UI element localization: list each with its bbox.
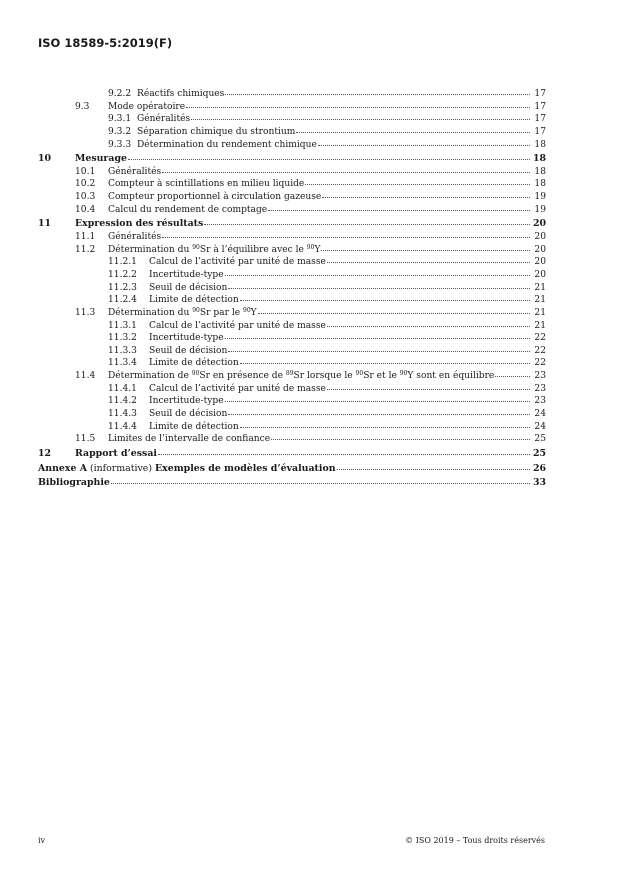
toc-entry-title: Rapport d’essai [75, 447, 157, 459]
toc-entry-title: Mesurage [75, 153, 127, 165]
dot-leader [258, 313, 530, 314]
toc-entry-page: 22 [534, 333, 546, 344]
toc-entry-title: Limite de détection [149, 358, 239, 369]
toc-entry[interactable] [38, 139, 546, 152]
dot-leader [322, 197, 530, 198]
toc-entry[interactable] [38, 166, 546, 179]
toc-entry[interactable] [38, 395, 546, 408]
toc-entry[interactable] [38, 370, 546, 383]
toc-entry-page: 25 [534, 434, 546, 445]
dot-leader [225, 94, 530, 95]
toc-entry-title: Calcul de l’activité par unité de masse [149, 320, 326, 331]
toc-entry-number: 9.3.1 [108, 114, 132, 125]
toc-entry[interactable] [38, 282, 546, 295]
toc-entry-title: Compteur à scintillations en milieu liquide [108, 179, 305, 190]
copyright-notice: © ISO 2019 – Tous droits réservés [405, 836, 545, 845]
toc-entry[interactable] [38, 88, 546, 101]
toc-entry[interactable] [38, 307, 546, 320]
toc-entry[interactable] [38, 101, 546, 114]
toc-entry-page: 20 [532, 218, 546, 230]
toc-entry[interactable] [38, 383, 546, 396]
annex-note: (informative) [89, 462, 153, 474]
toc-entry-chapter[interactable] [38, 218, 546, 231]
toc-entry-title: Détermination du $^{90}$Sr à l’équilibre avec le $^{90}$Y [108, 243, 321, 255]
toc-entry-title: Seuil de décision [149, 409, 228, 420]
toc-entry-number: 11.1 [75, 232, 96, 243]
toc-entry-number: 12 [38, 447, 52, 459]
toc-entry-annex[interactable] [38, 463, 546, 476]
toc-entry[interactable] [38, 178, 546, 191]
toc-entry-title: Incertitude-type [149, 269, 224, 280]
toc-entry-number: 11.2.4 [108, 295, 137, 306]
toc-entry-page: 21 [534, 320, 546, 331]
dot-leader [228, 288, 530, 289]
toc-entry-page: 17 [534, 126, 546, 137]
toc-entry[interactable] [38, 231, 546, 244]
dot-leader [318, 145, 530, 146]
toc-entry-title: Détermination du rendement chimique [137, 139, 317, 150]
toc-entry[interactable] [38, 244, 546, 257]
dot-leader [225, 338, 530, 339]
dot-leader [240, 427, 530, 428]
toc-entry-page: 25 [532, 447, 546, 459]
toc-entry-page: 20 [534, 257, 546, 268]
toc-entry-chapter[interactable] [38, 448, 546, 461]
dot-leader [327, 262, 530, 263]
toc-entry-page: 17 [534, 89, 546, 99]
toc-entry-number: 9.3.2 [108, 126, 132, 137]
dot-leader [162, 237, 530, 238]
toc-entry-page: 20 [534, 244, 546, 255]
toc-entry-title: Généralités [137, 114, 191, 125]
toc-entry-number: 11.3 [75, 307, 96, 318]
toc-entry-page: 26 [532, 462, 546, 474]
toc-entry-number: 11.3.4 [108, 358, 137, 369]
toc-entry-number: 11 [38, 218, 52, 230]
toc-entry-page: 20 [534, 269, 546, 280]
toc-entry-page: 20 [534, 232, 546, 243]
toc-entry[interactable] [38, 294, 546, 307]
dot-leader [321, 250, 530, 251]
toc-entry-title: Séparation chimique du strontium [137, 126, 296, 137]
toc-entry[interactable] [38, 204, 546, 217]
dot-leader [191, 119, 530, 120]
toc-entry-page: 19 [534, 192, 546, 203]
toc-entry-page: 24 [534, 409, 546, 420]
toc-entry[interactable] [38, 433, 546, 446]
toc-entry-title: Calcul du rendement de comptage [108, 204, 268, 215]
toc-entry-number: 10.4 [75, 204, 96, 215]
toc-entry-title: Expression des résultats [75, 218, 204, 230]
toc-entry[interactable] [38, 320, 546, 333]
toc-entry-title: Incertitude-type [149, 333, 224, 344]
toc-entry-page: 21 [534, 307, 546, 318]
dot-leader [162, 172, 530, 173]
toc-entry-number: 11.4.2 [108, 396, 137, 407]
toc-entry-page: 18 [534, 166, 546, 177]
dot-leader [327, 326, 530, 327]
toc-entry-page: 24 [534, 421, 546, 432]
toc-entry-title: Calcul de l’activité par unité de masse [149, 383, 326, 394]
toc-entry-number: 10 [38, 153, 52, 165]
dot-leader [204, 224, 530, 225]
toc-entry[interactable] [38, 126, 546, 139]
toc-entry[interactable] [38, 421, 546, 434]
toc-entry-title: Réactifs chimiques [137, 89, 225, 99]
toc-entry-page: 23 [534, 396, 546, 407]
toc-entry-title: Mode opératoire [108, 101, 186, 112]
toc-entry-title: Calcul de l’activité par unité de masse [149, 257, 326, 268]
table-of-contents [38, 88, 546, 490]
toc-entry-page: 18 [534, 179, 546, 190]
dot-leader [271, 439, 530, 440]
dot-leader [296, 132, 530, 133]
toc-entry-title: Incertitude-type [149, 396, 224, 407]
toc-entry-page: 22 [534, 358, 546, 369]
dot-leader [305, 184, 530, 185]
toc-entry-page: 18 [532, 153, 546, 165]
dot-leader [268, 210, 530, 211]
dot-leader [495, 376, 530, 377]
dot-leader [240, 363, 530, 364]
toc-entry-page: 17 [534, 114, 546, 125]
document-header: ISO 18589-5:2019(F) [38, 36, 173, 50]
dot-leader [186, 107, 530, 108]
toc-entry-title: Seuil de décision [149, 282, 228, 293]
toc-entry-title: Détermination de $^{90}$Sr en présence de $^{89}$Sr lorsque le $^{90}$Sr et le $^{90}$Y sont en équilibre [108, 370, 495, 382]
annex-label: Annexe A [38, 462, 87, 474]
toc-entry-bibliography[interactable] [38, 477, 546, 490]
toc-entry-number: 10.3 [75, 192, 96, 203]
dot-leader [228, 414, 530, 415]
toc-entry-title: Limites de l’intervalle de confiance [108, 434, 271, 445]
dot-leader [225, 275, 530, 276]
dot-leader [337, 469, 530, 470]
toc-entry-page: 21 [534, 282, 546, 293]
toc-entry-title: Généralités [108, 232, 162, 243]
toc-entry-page: 33 [532, 477, 546, 489]
dot-leader [225, 401, 530, 402]
toc-entry-page: 22 [534, 345, 546, 356]
toc-entry-page: 18 [534, 139, 546, 150]
toc-entry-title: Généralités [108, 166, 162, 177]
toc-entry-page: 21 [534, 295, 546, 306]
toc-entry-number: 11.5 [75, 434, 96, 445]
toc-entry[interactable] [38, 113, 546, 126]
toc-entry-title: Exemples de modèles d’évaluation [155, 462, 336, 474]
toc-entry-page: 17 [534, 101, 546, 112]
toc-entry-number: 11.4.3 [108, 409, 137, 420]
page-number: iv [38, 836, 46, 845]
toc-entry-title: Limite de détection [149, 295, 239, 306]
toc-entry-number: 11.2.2 [108, 269, 137, 280]
toc-entry[interactable] [38, 357, 546, 370]
toc-entry-number: 11.4 [75, 371, 96, 382]
toc-entry-title: Compteur proportionnel à circulation gazeuse [108, 192, 322, 203]
toc-entry[interactable] [38, 408, 546, 421]
toc-entry-number: 10.1 [75, 166, 96, 177]
toc-entry[interactable] [38, 256, 546, 269]
toc-entry-number: 9.3 [75, 101, 90, 112]
toc-entry[interactable] [38, 191, 546, 204]
dot-leader [111, 483, 530, 484]
toc-entry-number: 11.2.1 [108, 257, 137, 268]
toc-entry-number: 10.2 [75, 179, 96, 190]
toc-entry-number: 11.4.4 [108, 421, 137, 432]
dot-leader [327, 389, 530, 390]
toc-entry-number: 11.3.1 [108, 320, 137, 331]
toc-entry-title: Détermination du $^{90}$Sr par le $^{90}$Y [108, 306, 257, 318]
toc-entry-page: 23 [534, 383, 546, 394]
toc-entry-title: Bibliographie [38, 477, 110, 489]
dot-leader [240, 300, 530, 301]
toc-entry-number: 11.2 [75, 244, 96, 255]
toc-entry[interactable] [38, 332, 546, 345]
toc-entry-number: 11.4.1 [108, 383, 137, 394]
toc-entry-title: Limite de détection [149, 421, 239, 432]
dot-leader [228, 351, 530, 352]
dot-leader [158, 454, 530, 455]
toc-entry-page: 19 [534, 204, 546, 215]
toc-entry-number: 11.2.3 [108, 282, 137, 293]
toc-entry-number: 9.2.2 [108, 89, 132, 99]
toc-entry-number: 11.3.2 [108, 333, 137, 344]
dot-leader [128, 159, 530, 160]
toc-entry[interactable] [38, 345, 546, 358]
toc-entry-chapter[interactable] [38, 153, 546, 166]
toc-entry-page: 23 [534, 371, 546, 382]
toc-entry-number: 11.3.3 [108, 345, 137, 356]
toc-entry-number: 9.3.3 [108, 139, 132, 150]
toc-entry[interactable] [38, 269, 546, 282]
toc-entry-title: Seuil de décision [149, 345, 228, 356]
